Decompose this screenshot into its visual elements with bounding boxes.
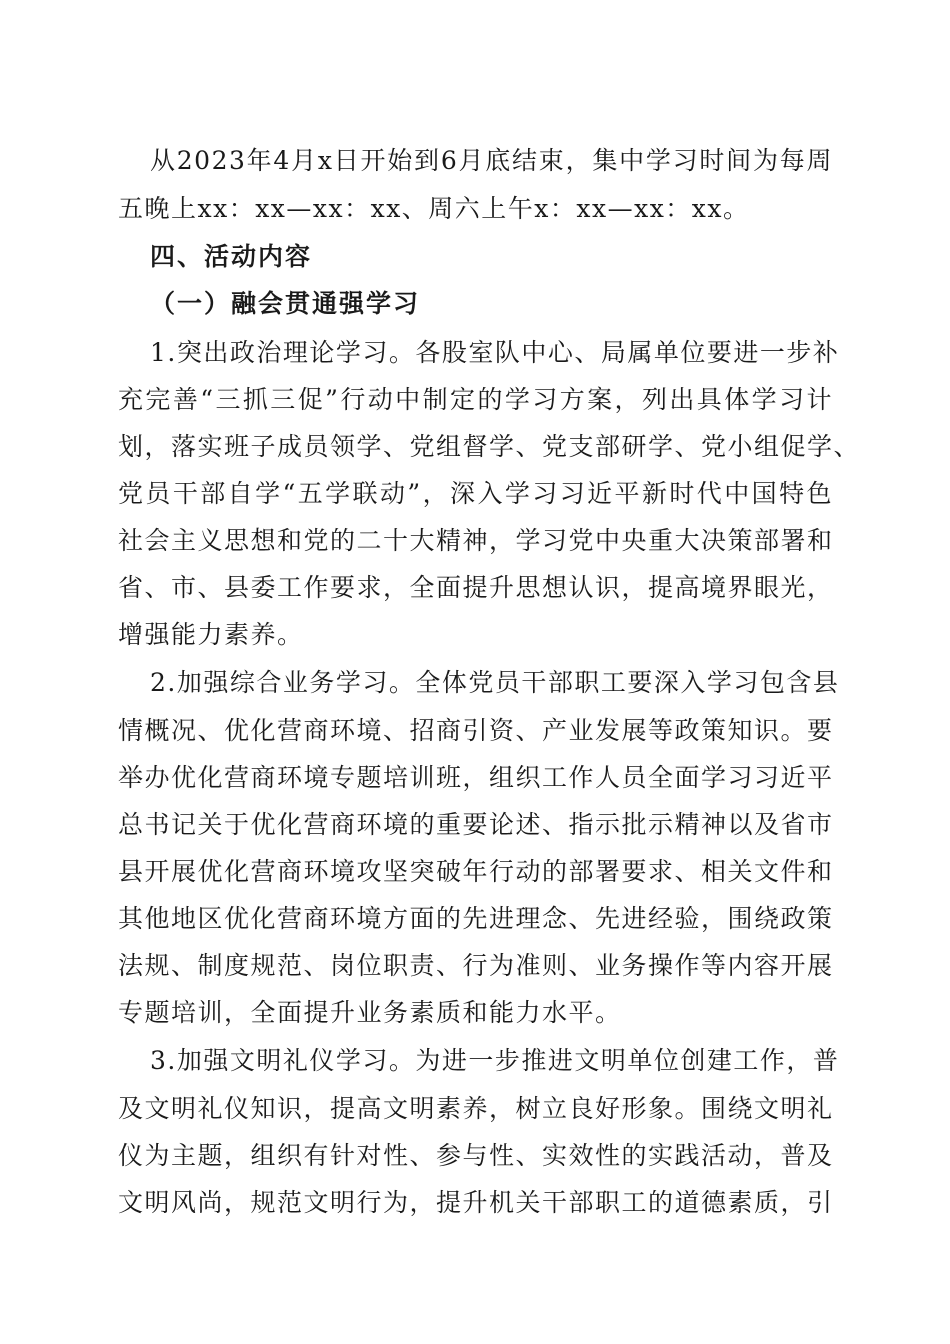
item2-line: 举办优化营商环境专题培训班，组织工作人员全面学习习近平 — [118, 763, 834, 792]
item3-line: 3.加强文明礼仪学习。为进一步推进文明单位创建工作，普 — [150, 1046, 840, 1075]
item2-line: 2.加强综合业务学习。全体党员干部职工要深入学习包含县 — [150, 668, 840, 697]
intro-line: 从2023年4月x日开始到6月底结束，集中学习时间为每周 — [150, 146, 833, 175]
item3-line: 仪为主题，组织有针对性、参与性、实效性的实践活动，普及 — [118, 1141, 834, 1170]
item2-line: 县开展优化营商环境攻坚突破年行动的部署要求、相关文件和 — [118, 857, 834, 886]
item1-line: 增强能力素养。 — [118, 620, 304, 649]
item2-line: 其他地区优化营商环境方面的先进理念、先进经验，围绕政策 — [118, 904, 834, 933]
item3-line: 及文明礼仪知识，提高文明素养，树立良好形象。围绕文明礼 — [118, 1094, 834, 1123]
item2-line: 情概况、优化营商环境、招商引资、产业发展等政策知识。要 — [118, 716, 834, 745]
item1-line: 社会主义思想和党的二十大精神，学习党中央重大决策部署和 — [118, 526, 834, 555]
item2-line: 总书记关于优化营商环境的重要论述、指示批示精神以及省市 — [118, 810, 834, 839]
item1-line: 划，落实班子成员领学、党组督学、党支部研学、党小组促学、 — [118, 432, 861, 461]
intro-line: 五晚上xx：xx—xx：xx、周六上午x：xx—xx：xx。 — [118, 194, 750, 223]
section-heading: 四、活动内容 — [150, 242, 313, 271]
item3-line: 文明风尚，规范文明行为，提升机关干部职工的道德素质，引 — [118, 1188, 834, 1217]
item1-line: 充完善“三抓三促”行动中制定的学习方案，列出具体学习计 — [118, 385, 833, 414]
item1-line: 省、市、县委工作要求，全面提升思想认识，提高境界眼光， — [118, 573, 834, 602]
item1-line: 党员干部自学“五学联动”，深入学习习近平新时代中国特色 — [118, 479, 833, 508]
item2-line: 专题培训，全面提升业务素质和能力水平。 — [118, 998, 622, 1027]
item2-line: 法规、制度规范、岗位职责、行为准则、业务操作等内容开展 — [118, 951, 834, 980]
item1-line: 1.突出政治理论学习。各股室队中心、局属单位要进一步补 — [150, 338, 840, 367]
subsection-heading: （一）融会贯通强学习 — [150, 289, 421, 318]
